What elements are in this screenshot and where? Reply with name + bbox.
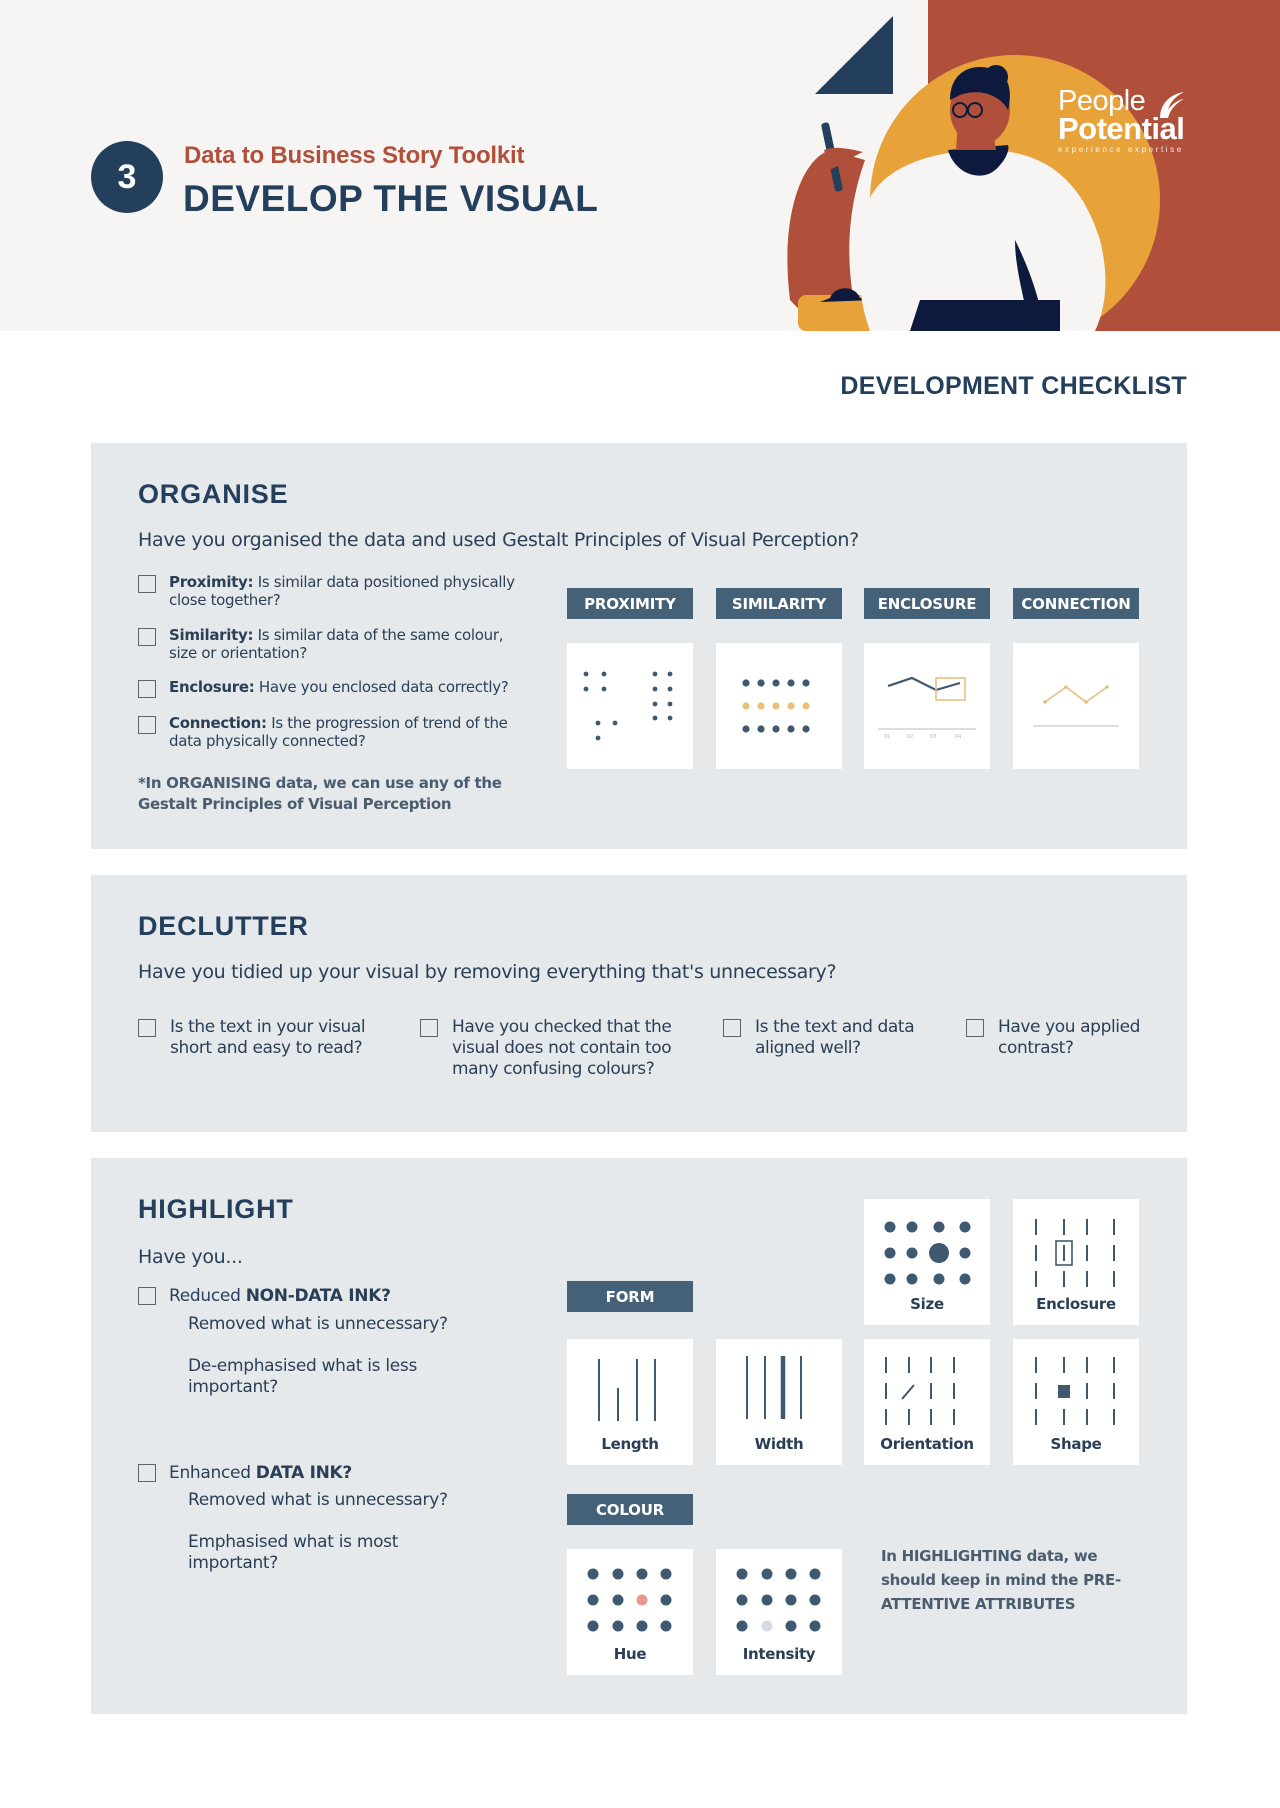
svg-text:01: 01	[884, 734, 891, 740]
chip-similarity: SIMILARITY	[716, 588, 842, 619]
intensity-card	[716, 1549, 842, 1675]
organise-panel	[91, 443, 1187, 849]
chip-enclosure: ENCLOSURE	[864, 588, 990, 619]
text-short-label: Is the text in your visual short and easy to read?	[170, 1017, 366, 1058]
aligned-label: Is the text and data aligned well?	[755, 1017, 915, 1058]
length-caption: Length	[601, 1435, 659, 1453]
non-data-ink-checkbox[interactable]	[138, 1287, 156, 1305]
toolkit-kicker: Data to Business Story Toolkit	[184, 142, 525, 169]
connection-checkbox[interactable]	[138, 716, 156, 734]
data-ink-checkbox[interactable]	[138, 1464, 156, 1482]
colours-checkbox[interactable]	[420, 1019, 438, 1037]
declutter-heading: DECLUTTER	[138, 911, 309, 941]
aligned-checkbox[interactable]	[723, 1019, 741, 1037]
enclosure-attribute-card	[1013, 1199, 1139, 1325]
contrast-checkbox[interactable]	[966, 1019, 984, 1037]
data-ink-bold: DATA INK?	[255, 1463, 352, 1483]
highlight-note: In HIGHLIGHTING data, we should keep in mind the PRE-ATTENTIVE ATTRIBUTES	[881, 1547, 1121, 1613]
organise-item-similarity	[138, 626, 518, 662]
length-card	[567, 1339, 693, 1465]
svg-text:04: 04	[955, 734, 962, 740]
declutter-item-contrast	[966, 1017, 1166, 1059]
declutter-question: Have you tidied up your visual by removing everything that's unnecessary?	[138, 961, 837, 983]
non-data-ink-sub-2: De-emphasised what is less important?	[188, 1356, 418, 1397]
size-caption: Size	[910, 1295, 944, 1313]
enclosure-line-chart-icon	[864, 643, 990, 769]
proximity-card	[567, 643, 693, 769]
data-ink-prefix: Enhanced	[169, 1463, 256, 1483]
non-data-ink-sub-1: Removed what is unnecessary?	[188, 1314, 448, 1334]
hue-caption: Hue	[613, 1645, 647, 1663]
proximity-text: Is similar data positioned physically close together?	[169, 573, 515, 609]
logo-tagline: experience expertise	[1058, 145, 1184, 154]
highlight-panel	[91, 1158, 1187, 1714]
page-title: DEVELOP THE VISUAL	[183, 178, 599, 219]
organise-item-proximity	[138, 573, 518, 609]
enclosure-caption: Enclosure	[1036, 1295, 1116, 1313]
logo-line1: People	[1058, 85, 1146, 117]
width-card	[716, 1339, 842, 1465]
chip-colour: COLOUR	[567, 1494, 693, 1525]
connection-term: Connection:	[169, 714, 267, 732]
chip-form: FORM	[567, 1281, 693, 1312]
enclosure-text: Have you enclosed data correctly?	[254, 678, 509, 696]
data-ink-sub-2: Emphasised what is most important?	[188, 1532, 399, 1573]
declutter-item-text-short	[138, 1017, 373, 1059]
step-number-badge: 3	[91, 141, 163, 213]
intensity-caption: Intensity	[742, 1645, 816, 1663]
woman-with-pencil-illustration	[760, 0, 1180, 331]
similarity-term: Similarity:	[169, 626, 254, 644]
header-banner	[0, 0, 1280, 331]
chip-connection: CONNECTION	[1013, 588, 1139, 619]
organise-item-enclosure	[138, 678, 518, 698]
chip-proximity: PROXIMITY	[567, 588, 693, 619]
logo-swoosh-icon	[1156, 90, 1186, 120]
organise-note: *In ORGANISING data, we can use any of the Gestalt Principles of Visual Perception	[138, 774, 502, 813]
width-caption: Width	[754, 1435, 804, 1453]
logo-line2: Potential	[1058, 111, 1185, 146]
similarity-text: Is similar data of the same colour, size or orientation?	[169, 626, 504, 662]
organise-heading: ORGANISE	[138, 479, 289, 509]
highlight-intro: Have you...	[138, 1246, 243, 1268]
enclosure-checkbox[interactable]	[138, 680, 156, 698]
similarity-card	[716, 643, 842, 769]
enclosure-card	[864, 643, 990, 769]
hue-card	[567, 1549, 693, 1675]
highlight-heading: HIGHLIGHT	[138, 1194, 294, 1224]
declutter-item-aligned	[723, 1017, 943, 1059]
connection-text: Is the progression of trend of the data physically connected?	[169, 714, 508, 750]
connection-card	[1013, 643, 1139, 769]
orientation-caption: Orientation	[880, 1435, 974, 1453]
proximity-term: Proximity:	[169, 573, 254, 591]
proximity-dots-icon	[567, 643, 693, 769]
shape-card	[1013, 1339, 1139, 1465]
svg-text:02: 02	[907, 734, 914, 740]
shape-caption: Shape	[1050, 1435, 1102, 1453]
size-card	[864, 1199, 990, 1325]
declutter-item-colours	[420, 1017, 690, 1080]
svg-text:03: 03	[930, 734, 937, 740]
organise-question: Have you organised the data and used Gestalt Principles of Visual Perception?	[138, 529, 859, 551]
data-ink-sub-1: Removed what is unnecessary?	[188, 1490, 448, 1510]
orientation-card	[864, 1339, 990, 1465]
similarity-checkbox[interactable]	[138, 628, 156, 646]
enclosure-term: Enclosure:	[169, 678, 255, 696]
organise-item-connection	[138, 714, 518, 750]
declutter-panel	[91, 875, 1187, 1132]
connection-line-chart-icon	[1013, 643, 1139, 769]
contrast-label: Have you applied contrast?	[998, 1017, 1141, 1058]
highlight-item-data-ink	[138, 1463, 352, 1483]
colours-label: Have you checked that the visual does not contain too many confusing colours?	[452, 1017, 672, 1079]
non-data-ink-prefix: Reduced	[169, 1286, 246, 1306]
non-data-ink-bold: NON-DATA INK?	[245, 1286, 391, 1306]
development-checklist-heading: DEVELOPMENT CHECKLIST	[840, 372, 1187, 400]
similarity-dots-icon	[716, 643, 842, 769]
text-short-checkbox[interactable]	[138, 1019, 156, 1037]
proximity-checkbox[interactable]	[138, 575, 156, 593]
highlight-item-non-data-ink	[138, 1286, 391, 1306]
